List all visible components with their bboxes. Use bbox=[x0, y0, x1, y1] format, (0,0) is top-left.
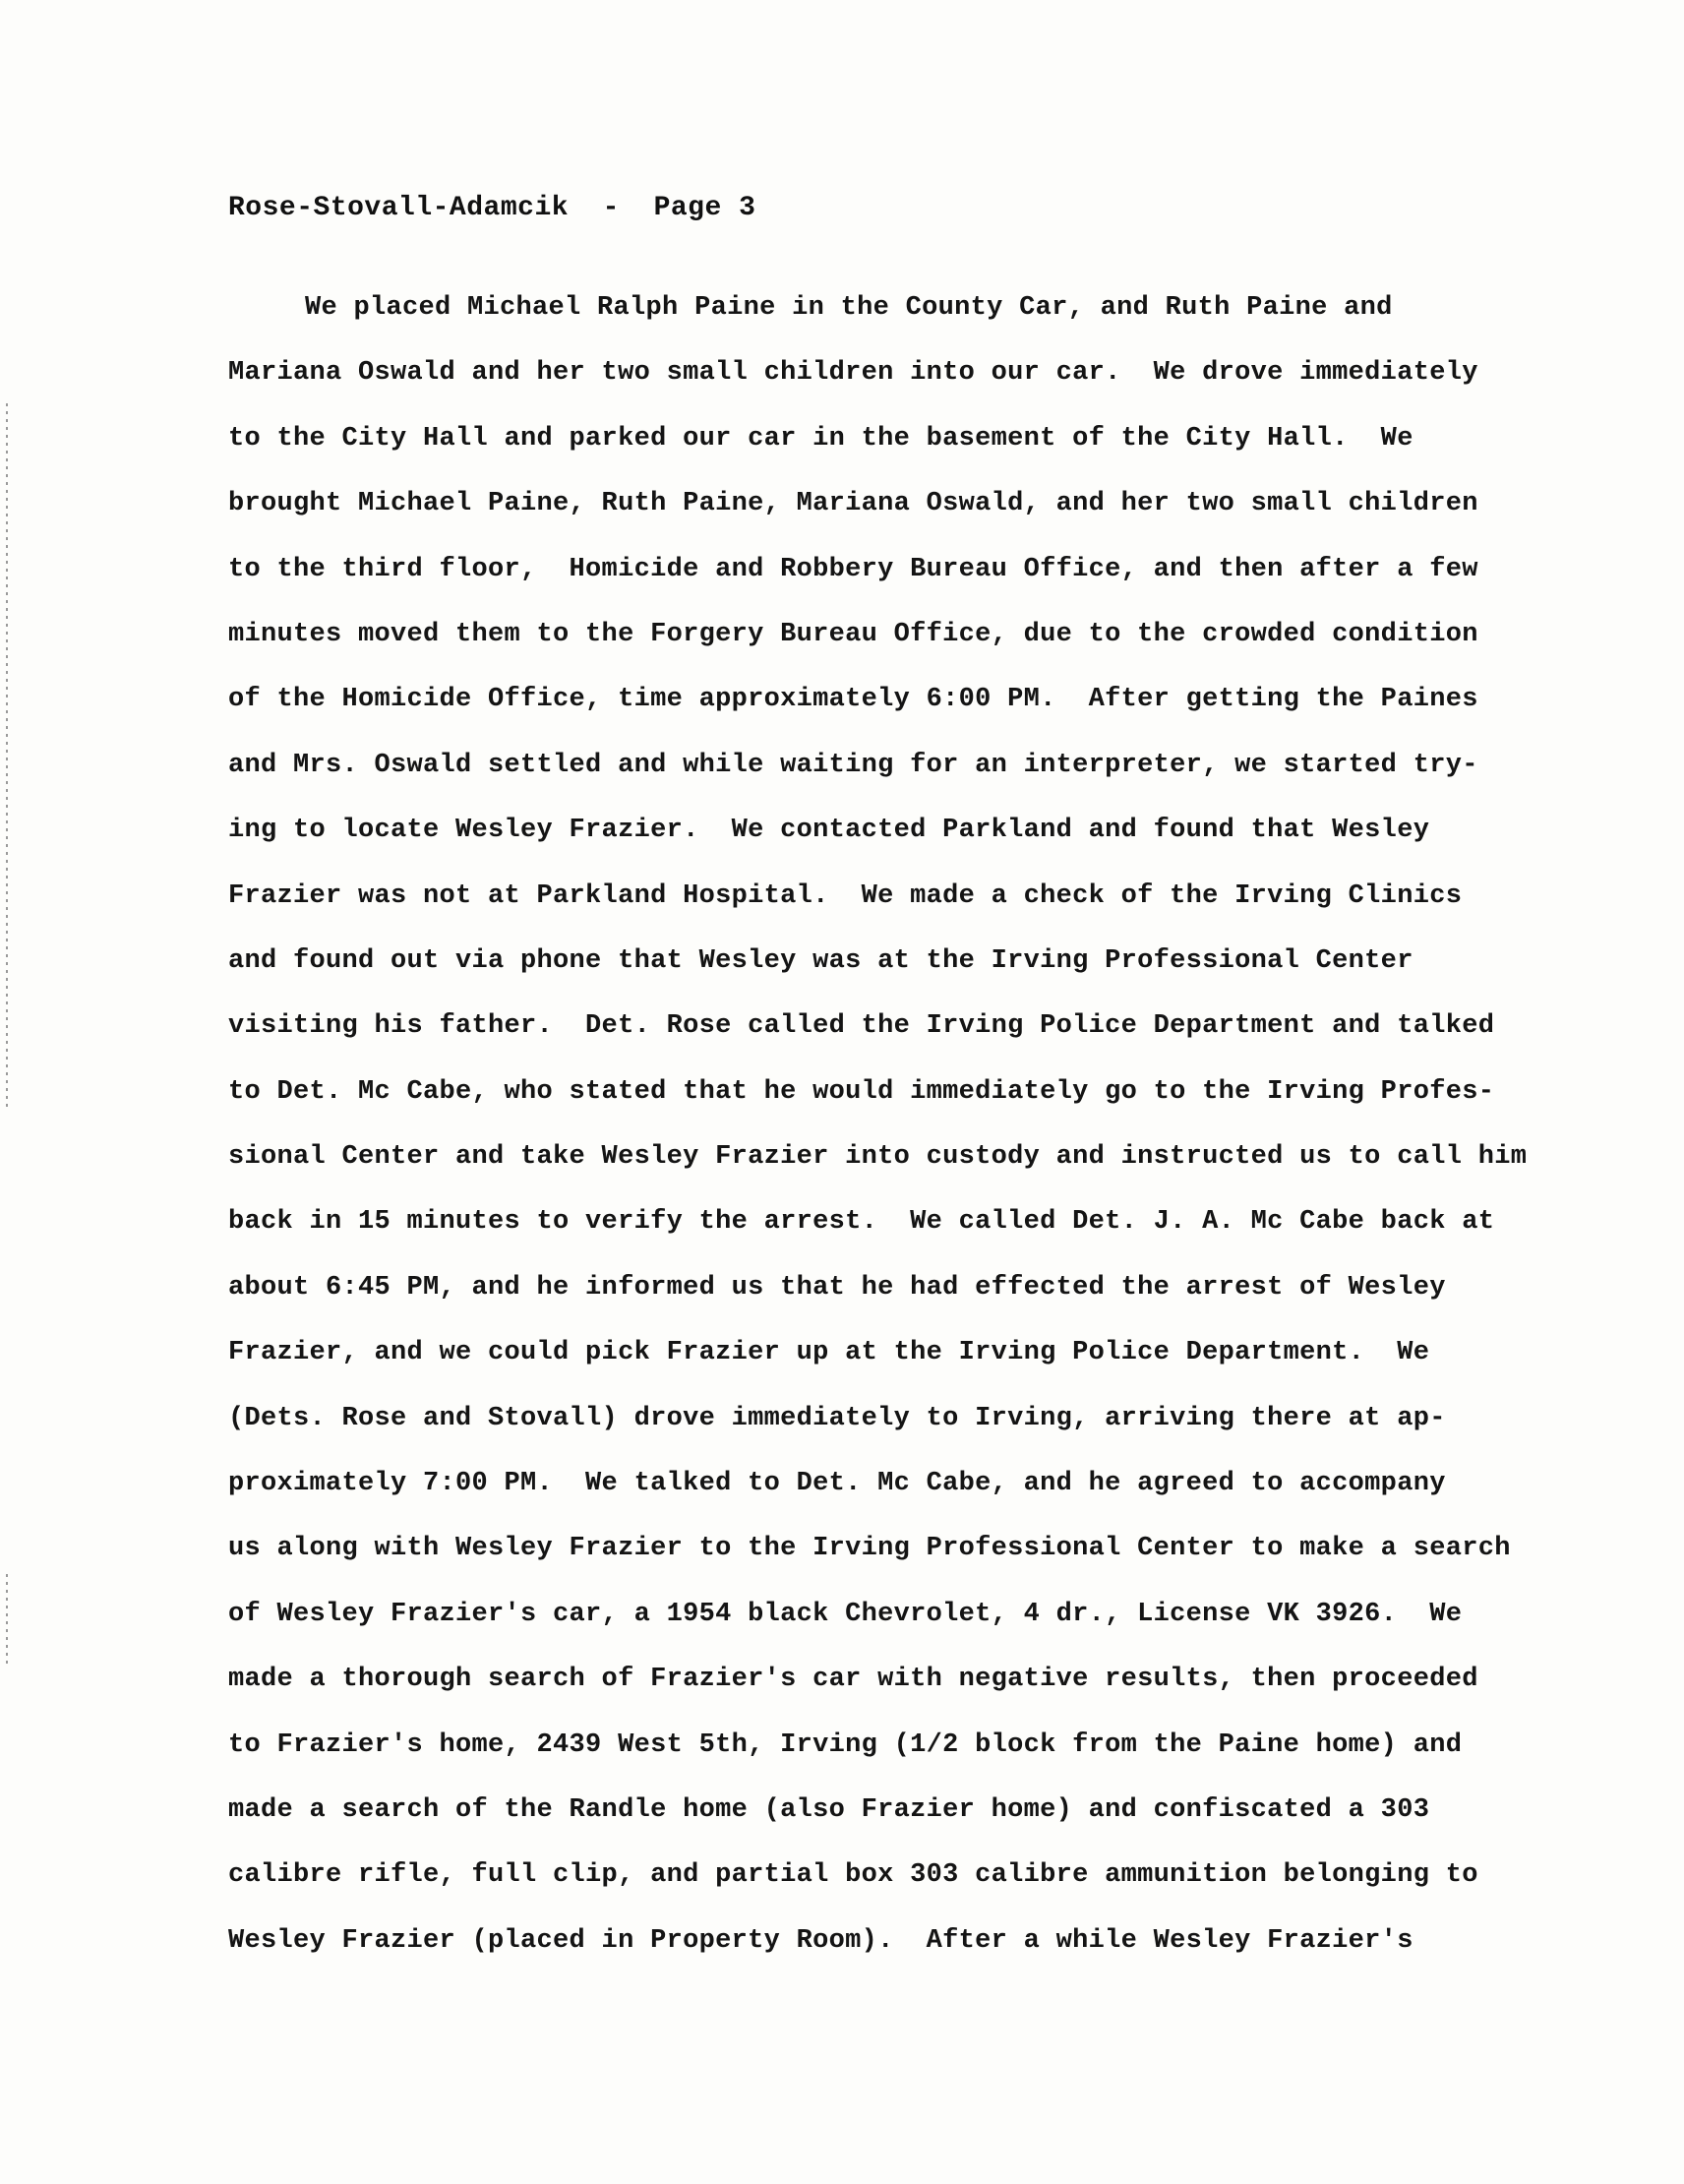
text-line: Wesley Frazier (placed in Property Room). After a while Wesley Frazier's bbox=[228, 1925, 1413, 1956]
margin-mark bbox=[6, 403, 8, 1112]
text-line: to the City Hall and parked our car in the basement of the City Hall. We bbox=[228, 423, 1413, 454]
text-line: made a search of the Randle home (also Frazier home) and confiscated a 303 bbox=[228, 1794, 1430, 1825]
text-line: ing to locate Wesley Frazier. We contacted Parkland and found that Wesley bbox=[228, 816, 1430, 846]
text-line: sional Center and take Wesley Frazier into custody and instructed us to call him bbox=[228, 1142, 1528, 1173]
text-line: to Det. Mc Cabe, who stated that he would immediately go to the Irving Profes- bbox=[228, 1076, 1495, 1107]
text-line: calibre rifle, full clip, and partial box 303 calibre ammunition belonging to bbox=[228, 1860, 1478, 1891]
text-line: made a thorough search of Frazier's car with negative results, then proceeded bbox=[228, 1665, 1478, 1695]
text-line: us along with Wesley Frazier to the Irving Professional Center to make a search bbox=[228, 1534, 1511, 1564]
text-line: to Frazier's home, 2439 West 5th, Irving (1/2 block from the Paine home) and bbox=[228, 1729, 1463, 1760]
margin-mark bbox=[6, 1574, 8, 1668]
binding-margin-marks bbox=[6, 0, 9, 2184]
text-line: proximately 7:00 PM. We talked to Det. Mc Cabe, and he agreed to accompany bbox=[228, 1469, 1446, 1499]
text-line: Frazier was not at Parkland Hospital. We made a check of the Irving Clinics bbox=[228, 880, 1463, 911]
text-line: minutes moved them to the Forgery Bureau Office, due to the crowded condition bbox=[228, 619, 1478, 649]
text-line: Mariana Oswald and her two small children into our car. We drove immediately bbox=[228, 358, 1478, 389]
text-line: (Dets. Rose and Stovall) drove immediately to Irving, arriving there at ap- bbox=[228, 1403, 1446, 1433]
text-line: Frazier, and we could pick Frazier up at the Irving Police Department. We bbox=[228, 1338, 1430, 1368]
text-line: to the third floor, Homicide and Robbery Bureau Office, and then after a few bbox=[228, 554, 1478, 584]
text-line: of Wesley Frazier's car, a 1954 black Chevrolet, 4 dr., License VK 3926. We bbox=[228, 1599, 1463, 1629]
text-line: and Mrs. Oswald settled and while waiting for an interpreter, we started try- bbox=[228, 750, 1478, 780]
text-line: of the Homicide Office, time approximately 6:00 PM. After getting the Paines bbox=[228, 685, 1478, 715]
text-line: We placed Michael Ralph Paine in the County Car, and Ruth Paine and bbox=[305, 293, 1393, 323]
text-line: and found out via phone that Wesley was at the Irving Professional Center bbox=[228, 945, 1413, 976]
text-line: back in 15 minutes to verify the arrest. We called Det. J. A. Mc Cabe back at bbox=[228, 1207, 1495, 1238]
text-line: visiting his father. Det. Rose called the Irving Police Department and talked bbox=[228, 1011, 1495, 1042]
text-line: brought Michael Paine, Ruth Paine, Mariana Oswald, and her two small children bbox=[228, 489, 1478, 519]
text-line: about 6:45 PM, and he informed us that he had effected the arrest of Wesley bbox=[228, 1272, 1446, 1303]
page-header: Rose-Stovall-Adamcik - Page 3 bbox=[228, 193, 756, 223]
report-body bbox=[228, 275, 1566, 1973]
